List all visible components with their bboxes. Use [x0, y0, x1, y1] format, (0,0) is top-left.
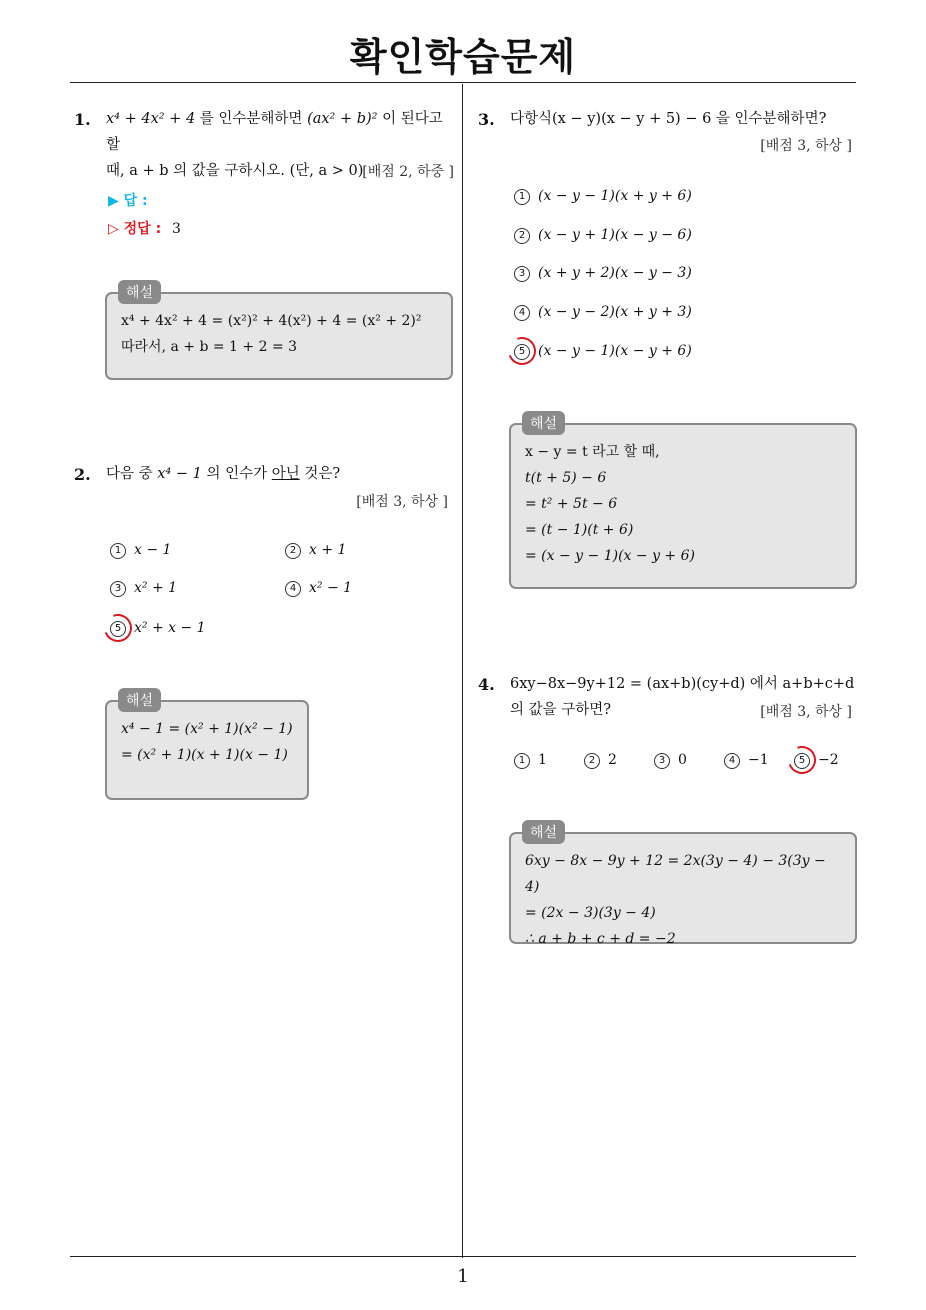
q3-choice-2-text: (x − y + 1)(x − y − 6)	[538, 227, 692, 243]
q4-line2: 의 값을 구하면?	[510, 702, 612, 718]
q4-choice-4[interactable]	[724, 752, 769, 769]
q3-explanation-tag: 해설	[522, 411, 565, 435]
q1-math2: (ax² + b)²	[307, 111, 378, 127]
q3-explain-line-1: x − y = t 라고 할 때,	[525, 444, 660, 460]
circled-number-icon: 5	[514, 344, 530, 360]
circled-number-icon: 2	[514, 228, 530, 244]
q2-text-pre: 다음 중	[106, 466, 158, 482]
q2-choice-2-text: x + 1	[309, 542, 347, 558]
circled-number-icon: 4	[514, 305, 530, 321]
q4-score: [배점 3, 하상 ]	[760, 704, 852, 720]
q2-choice-4[interactable]	[285, 580, 352, 597]
q1-score: [배점 2, 하중 ]	[362, 164, 454, 180]
q2-math: x⁴ − 1	[157, 466, 202, 482]
q3-number: 3.	[478, 110, 495, 129]
q3-explain-line-5: = (x − y − 1)(x − y + 6)	[525, 548, 695, 564]
q3-choice-3-text: (x + y + 2)(x − y − 3)	[538, 265, 692, 281]
circled-number-icon: 3	[654, 753, 670, 769]
q3-explanation-box	[509, 423, 857, 589]
circled-number-icon: 5	[794, 753, 810, 769]
correct-answer-mark-icon	[99, 609, 136, 646]
q1-correct-label: ▷ 정답 :	[108, 221, 162, 237]
q4-explanation-box	[509, 832, 857, 947]
q2-text-post: 것은?	[299, 466, 341, 482]
q2-choice-3-text: x² + 1	[134, 580, 178, 596]
circled-number-icon: 4	[724, 753, 740, 769]
q2-text	[106, 461, 456, 487]
correct-answer-mark-icon	[503, 332, 540, 369]
q1-answer-label: ▶ 답 :	[108, 193, 148, 209]
q3-choice-4-text: (x − y − 2)(x + y + 3)	[538, 304, 692, 320]
circled-number-icon: 4	[285, 581, 301, 597]
q4-explain-line-2: = (2x − 3)(3y − 4)	[525, 905, 656, 921]
q2-explanation-box	[105, 700, 309, 800]
q3-choice-1[interactable]	[514, 188, 692, 205]
q3-choice-5-text: (x − y − 1)(x − y + 6)	[538, 343, 692, 359]
q2-text-underlined: 아닌	[271, 466, 300, 482]
q4-explain-line-1: 6xy − 8x − 9y + 12 = 2x(3y − 4) − 3(3y − 4)	[525, 853, 826, 895]
q1-explain-line-2: 따라서, a + b = 1 + 2 = 3	[121, 339, 298, 355]
q1-text-b: 이 된다고 할	[106, 111, 443, 153]
q3-choice-2[interactable]	[514, 227, 692, 244]
q1-explanation-tag: 해설	[118, 280, 161, 304]
circled-number-icon: 1	[110, 543, 126, 559]
circled-number-icon: 2	[584, 753, 600, 769]
q2-choice-1[interactable]	[110, 542, 171, 559]
q3-score: [배점 3, 하상 ]	[760, 138, 852, 154]
q3-explain-line-3: = t² + 5t − 6	[525, 496, 618, 512]
q3-explain-line-4: = (t − 1)(t + 6)	[525, 522, 634, 538]
q4-choice-3-text: 0	[678, 752, 687, 768]
q2-number: 2.	[74, 465, 91, 484]
q4-explanation-tag: 해설	[522, 820, 565, 844]
q4-choice-2-text: 2	[608, 752, 617, 768]
q4-number: 4.	[478, 675, 495, 694]
q4-line1: 6xy−8x−9y+12 = (ax+b)(cy+d) 에서 a+b+c+d	[510, 676, 855, 692]
q4-choice-5-text: −2	[818, 752, 839, 768]
q3-explain-line-2: t(t + 5) − 6	[525, 470, 607, 486]
q3-choice-5[interactable]	[514, 343, 692, 360]
circled-number-icon: 3	[110, 581, 126, 597]
q2-explain-line-2: = (x² + 1)(x + 1)(x − 1)	[121, 747, 288, 763]
correct-answer-mark-icon	[783, 741, 820, 778]
column-divider	[462, 84, 463, 1258]
q3-choice-4[interactable]	[514, 304, 692, 321]
circled-number-icon: 1	[514, 753, 530, 769]
q4-choice-3[interactable]	[654, 752, 687, 769]
q1-math: x⁴ + 4x² + 4	[106, 111, 196, 127]
q1-text-a: 를 인수분해하면	[195, 111, 308, 127]
q4-choice-1[interactable]	[514, 752, 547, 769]
q1-correct-row	[108, 218, 181, 238]
q2-score: [배점 3, 하상 ]	[356, 494, 448, 510]
page-title: 확인학습문제	[349, 35, 577, 79]
q2-choice-3[interactable]	[110, 580, 177, 597]
q2-choice-2[interactable]	[285, 542, 346, 559]
q4-explain-line-3: ∴ a + b + c + d = −2	[525, 931, 676, 947]
q2-choice-4-text: x² − 1	[309, 580, 353, 596]
circled-number-icon: 5	[110, 621, 126, 637]
q2-explain-line-1: x⁴ − 1 = (x² + 1)(x² − 1)	[121, 721, 293, 737]
footer-rule	[70, 1256, 856, 1257]
q2-choice-5-text: x² + x − 1	[134, 620, 206, 636]
q2-choice-1-text: x − 1	[134, 542, 172, 558]
circled-number-icon: 3	[514, 266, 530, 282]
q1-number: 1.	[74, 110, 91, 129]
page-number: 1	[457, 1266, 469, 1287]
q4-choice-1-text: 1	[538, 752, 547, 768]
circled-number-icon: 2	[285, 543, 301, 559]
q2-text-mid: 의 인수가	[201, 466, 272, 482]
q1-explain-line-1: x⁴ + 4x² + 4 = (x²)² + 4(x²) + 4 = (x² + 2)²	[121, 313, 422, 329]
q3-choice-3[interactable]	[514, 265, 692, 282]
circled-number-icon: 1	[514, 189, 530, 205]
header-rule	[70, 82, 856, 83]
q3-text: 다항식(x − y)(x − y + 5) − 6 을 인수분해하면?	[510, 111, 827, 127]
q4-choice-2[interactable]	[584, 752, 617, 769]
q3-choice-1-text: (x − y − 1)(x + y + 6)	[538, 188, 692, 204]
q2-explanation-tag: 해설	[118, 688, 161, 712]
q1-correct-value: 3	[172, 221, 181, 237]
q4-choice-4-text: −1	[748, 752, 769, 768]
q1-explanation-box	[105, 292, 453, 380]
q1-line2: 때, a + b 의 값을 구하시오. (단, a > 0)	[106, 163, 364, 179]
